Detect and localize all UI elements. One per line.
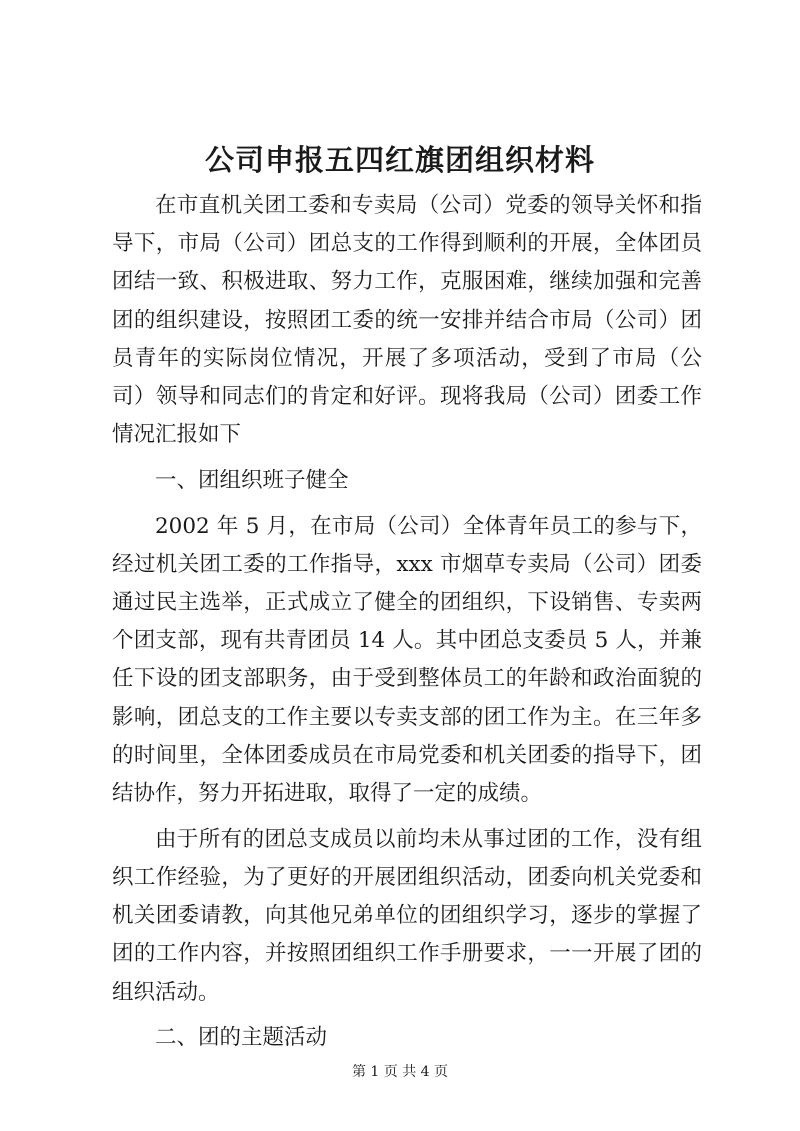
document-body bbox=[112, 187, 702, 1065]
paragraph-intro: 在市直机关团工委和专卖局（公司）党委的领导关怀和指导下，市局（公司）团总支的工作得到顺利的开展，全体团员团结一致、积极进取、努力工作，克服困难，继续加强和完善团的组织建设，按照团工委的统一安排并结合市局（公司）团员青年的实际岗位情况，开展了多项活动，受到了市局（公司）领导和同志们的肯定和好评。现将我局（公司）团委工作情况汇报如下 bbox=[112, 193, 702, 448]
paragraph-organization: 2002 年 5 月，在市局（公司）全体青年员工的参与下，经过机关团工委的工作指导，xxx 市烟草专卖局（公司）团委通过民主选举，正式成立了健全的团组织，下设销售、专卖两个团支部，现有共青团员 14 人。其中团总支委员 5 人，并兼任下设的团支部职务，由于受到整体员工的年龄和政治面貌的影响，团总支的工作主要以专卖支部的团工作为主。在三年多的时间里，全体团委成员在市局党委和机关团委的指导下，团结协作，努力开拓进取，取得了一定的成绩。 bbox=[112, 513, 702, 807]
section-heading-1: 一、团组织班子健全 bbox=[155, 467, 349, 493]
page-footer: 第 1 页 共 4 页 bbox=[351, 1064, 449, 1080]
section-heading-2: 二、团的主题活动 bbox=[155, 1025, 328, 1051]
document-title: 公司申报五四红旗团组织材料 bbox=[204, 143, 595, 177]
paragraph-learning: 由于所有的团总支成员以前均未从事过团的工作，没有组织工作经验，为了更好的开展团组织活动，团委向机关党委和机关团委请教，向其他兄弟单位的团组织学习，逐步的掌握了团的工作内容，并按照团组织工作手册要求，一一开展了团的组织活动。 bbox=[112, 826, 702, 1005]
